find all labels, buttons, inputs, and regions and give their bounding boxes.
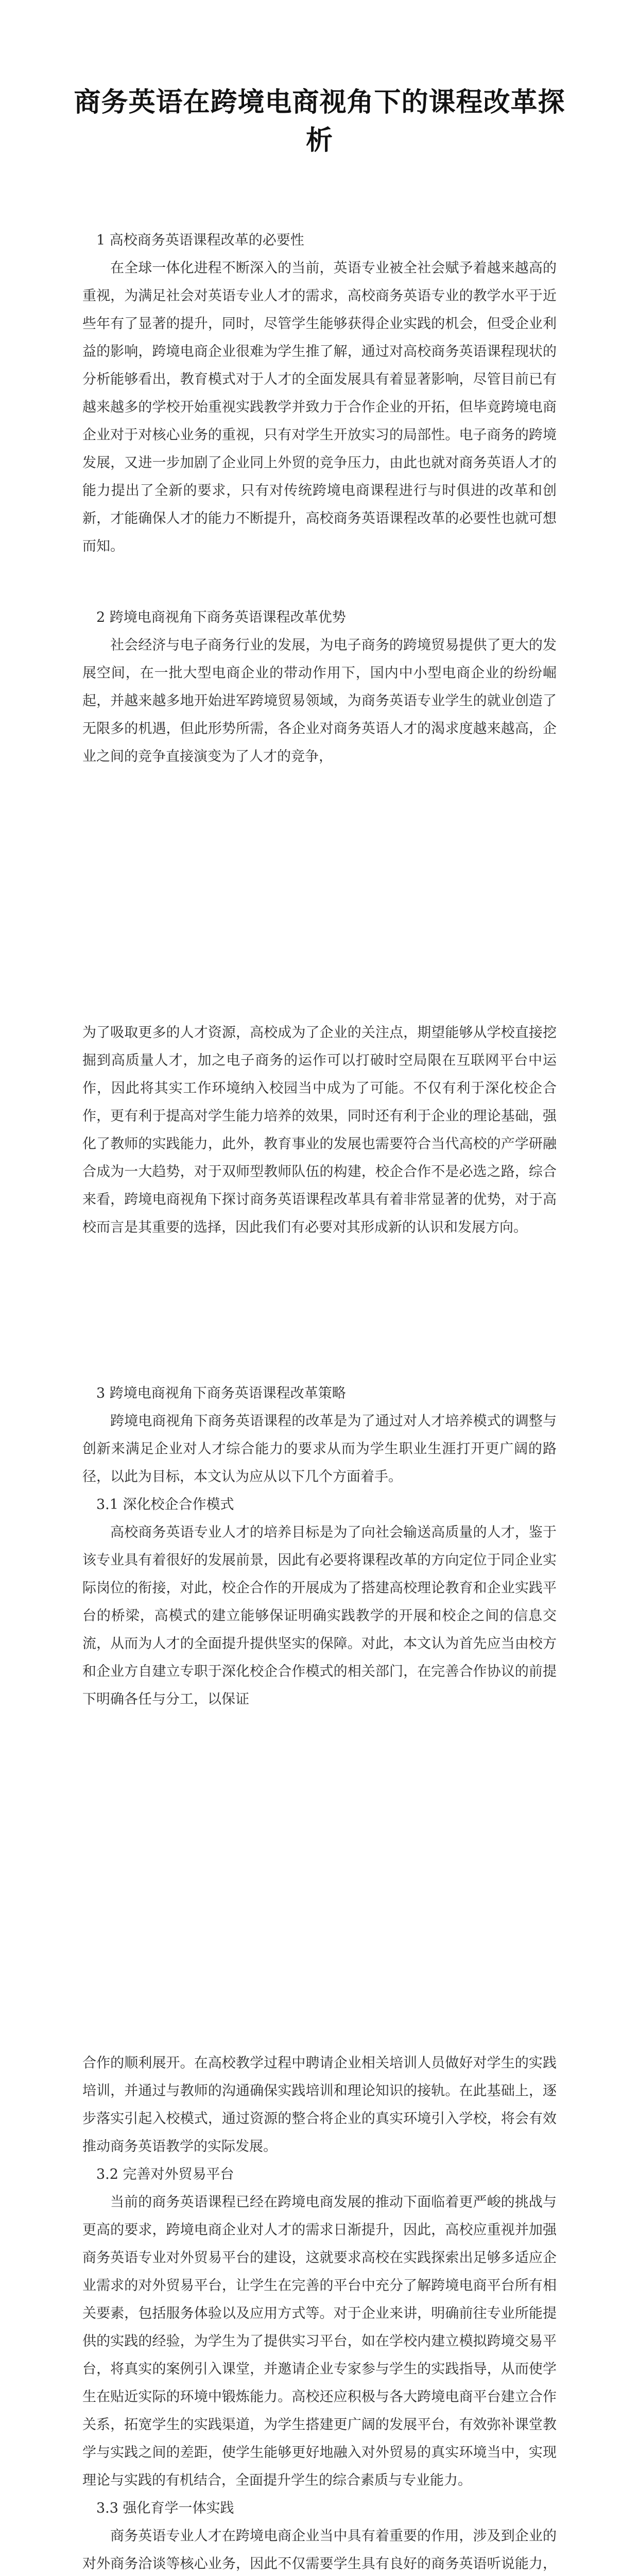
subsection-heading-3-1: 3.1 深化校企合作模式 <box>96 1497 234 1513</box>
section-2-paragraph-part-a: 社会经济与电子商务行业的发展，为电子商务的跨境贸易提供了更大的发展空间，在一批大型电商企业的带动作用下，国内中小型电商企业的纷纷崛起，并越来越多地开始进军跨境贸易领域，为商务英语专业学生的就业创造了无限多的机遇，但此形势所需，各企业对商务英语人才的渴求度越来越高，企业之间的竞争直接演变为了人才的竞争， <box>82 637 557 765</box>
section-2 <box>82 604 557 771</box>
section-heading-1: 1 高校商务英语课程改革的必要性 <box>96 232 304 248</box>
subsection-heading-3-2: 3.2 完善对外贸易平台 <box>96 2166 234 2182</box>
subsection-heading-3-3: 3.3 强化育学一体实践 <box>96 2500 234 2516</box>
section-3-continued <box>82 2049 557 2576</box>
section-2-paragraph-part-b: 为了吸取更多的人才资源，高校成为了企业的关注点，期望能够从学校直接挖掘到高质量人才，加之电子商务的运作可以打破时空局限在互联网平台中运作，因此将其实工作环境纳入校园当中成为了可能。不仅有利于深化校企合作，更有利于提高对学生能力培养的效果，同时还有利于企业的理论基础，强化了教师的实践能力，此外，教育事业的发展也需要符合当代高校的产学研融合成为一大趋势，对于双师型教师队伍的构建，校企合作不是必选之路，综合来看，跨境电商视角下探讨商务英语课程改革具有着非常显著的优势，对于高校而言是其重要的选择，因此我们有必要对其形成新的认识和发展方向。 <box>82 1025 557 1235</box>
section-1-paragraph: 在全球一体化进程不断深入的当前，英语专业被全社会赋予着越来越高的重视，为满足社会对英语专业人才的需求，高校商务英语专业的教学水平于近些年有了显著的提升，同时，尽管学生能够获得企业实践的机会，但受企业利益的影响，跨境电商企业很难为学生推了解，通过对高校商务英语课程现状的分析能够看出，教育模式对于人才的全面发展具有着显著影响，尽管目前已有越来越多的学校开始重视实践教学并致力于合作企业的开拓，但毕竟跨境电商企业对于对核心业务的重视，只有对学生开放实习的局部性。电子商务的跨境发展，又进一步加剧了企业同上外贸的竞争压力，由此也就对商务英语人才的能力提出了全新的要求，只有对传统跨境电商课程进行与时俱进的改革和创新，才能确保人才的能力不断提升，高校商务英语课程改革的必要性也就可想而知。 <box>82 260 557 554</box>
subsection-3-3-paragraph-part-a: 商务英语专业人才在跨境电商企业当中具有着重要的作用，涉及到企业的对外商务洽谈等核心业务，因此不仅需要学生具有良好的商务英语听说能力， <box>82 2528 557 2572</box>
section-1 <box>82 227 557 561</box>
subsection-3-1-paragraph-part-b: 合作的顺利展开。在高校教学过程中聘请企业相关培训人员做好对学生的实践培训，并通过与教师的沟通确保实践培训和理论知识的接轨。在此基础上，逐步落实引起入校模式，通过资源的整合将企业的真实环境引入学校，将会有效推动商务英语教学的实际发展。 <box>82 2055 557 2155</box>
subsection-3-1-paragraph-part-a: 高校商务英语专业人才的培养目标是为了向社会输送高质量的人才，鉴于该专业具有着很好的发展前景，因此有必要将课程改革的方向定位于同企业实际岗位的衔接，对此，校企合作的开展成为了搭建高校理论教育和企业实践平台的桥梁，高模式的建立能够保证明确实践教学的开展和校企之间的信息交流，从而为人才的全面提升提供坚实的保障。对此，本文认为首先应当由校方和企业方自建立专职于深化校企合作模式的相关部门，在完善合作协议的前提下明确各任与分工，以保证 <box>82 1524 557 1707</box>
section-2-continued <box>82 1019 557 1242</box>
section-heading-3: 3 跨境电商视角下商务英语课程改革策略 <box>96 1385 346 1401</box>
section-3-paragraph: 跨境电商视角下商务英语课程的改革是为了通过对人才培养模式的调整与创新来满足企业对人才综合能力的要求从而为学生职业生涯打开更广阔的路径，以此为目标，本文认为应从以下几个方面着手。 <box>82 1413 557 1485</box>
document-title: 商务英语在跨境电商视角下的课程改革探析 <box>74 87 565 156</box>
subsection-3-2-paragraph: 当前的商务英语课程已经在跨境电商发展的推动下面临着更严峻的挑战与更高的要求，跨境电商企业对人才的需求日渐提升，因此，高校应重视并加强商务英语专业对外贸易平台的建设，这就要求高校在实践探索出足够多适应企业需求的对外贸易平台，让学生在完善的平台中充分了解跨境电商平台所有相关要素，包括服务体验以及应用方式等。对于企业来讲，明确前往专业所能提供的实践的经验，为学生为了提供实习平台，如在学校内建立模拟跨境交易平台，将真实的案例引入课堂，并邀请企业专家参与学生的实践指导，从而使学生在贴近实际的环境中锻炼能力。高校还应积极与各大跨境电商平台建立合作关系，拓宽学生的实践渠道，为学生搭建更广阔的发展平台，有效弥补课堂教学与实践之间的差距，使学生能够更好地融入对外贸易的真实环境当中，实现理论与实践的有机结合，全面提升学生的综合素质与专业能力。 <box>82 2194 557 2488</box>
section-heading-2: 2 跨境电商视角下商务英语课程改革优势 <box>96 609 346 625</box>
section-3 <box>82 1380 557 1714</box>
